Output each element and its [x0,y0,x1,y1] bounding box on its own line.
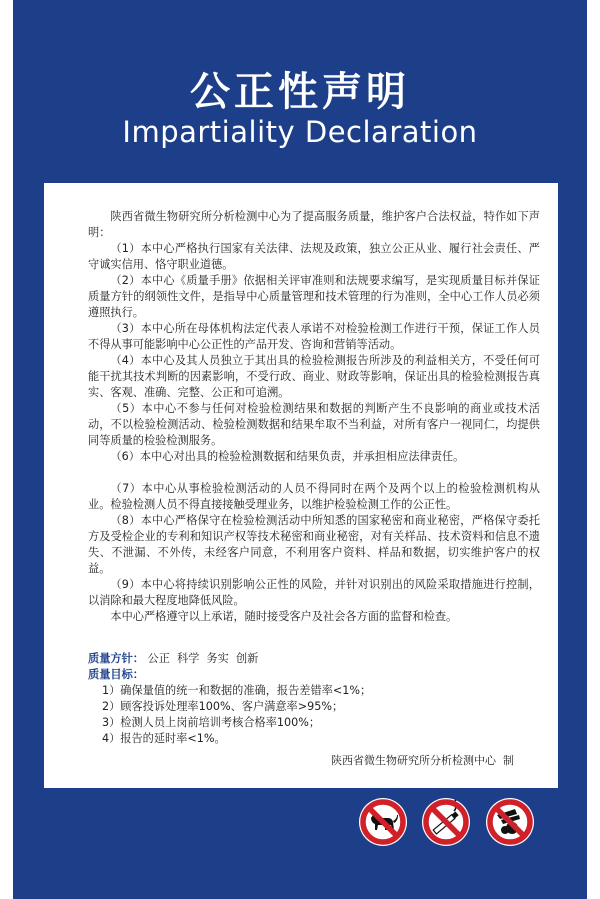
title-chinese: 公正性声明 [190,69,410,115]
quality-goal-item: 4）报告的延时率<1%。 [102,732,226,745]
quality-policy-label: 质量方针： [88,652,144,665]
quality-goal-item: 3）检测人员上岗前培训考核合格率100%； [102,716,321,729]
no-pets-icon [358,797,408,847]
clause-3: （3）本中心所在母体机构法定代表人承诺不对检验检测工作进行干预，保证工作人员不得从事可能影响中心公正性的产品开发、咨询和营销等活动。 [88,322,540,351]
quality-goal-item: 1）确保量值的统一和数据的准确，报告差错率<1%； [102,684,372,697]
quality-policy-value: 公正 科学 务实 创新 [147,652,259,665]
issuer-signature: 陕西省微生物研究所分析检测中心 制 [331,754,514,767]
no-food-icon [485,797,535,847]
declaration-text [88,209,540,625]
clause-5: （5）本中心不参与任何对检验检测结果和数据的判断产生不良影响的商业或技术活动，不以检验检测活动、检验检测数据和结果牟取不当利益，对所有客户一视同仁，均提供同等质量的检验检测服务。 [88,402,540,447]
quality-goals-label: 质量目标： [88,668,144,681]
blue-frame [13,0,587,899]
clause-1: （1）本中心严格执行国家有关法律、法规及政策，独立公正从业、履行社会责任、严守诚实信用、恪守职业道德。 [88,242,540,271]
intro-paragraph: 陕西省微生物研究所分析检测中心为了提高服务质量，维护客户合法权益，特作如下声明： [88,210,540,239]
quality-policy-row [88,651,540,667]
quality-section [88,651,540,747]
clause-2: （2）本中心《质量手册》依据相关评审准则和法规要求编写，是实现质量目标并保证质量方针的纲领性文件，是指导中心质量管理和技术管理的行为准则，全中心工作人员必须遵照执行。 [88,274,540,319]
clause-8: （8）本中心严格保守在检验检测活动中所知悉的国家秘密和商业秘密，严格保守委托方及受检企业的专利和知识产权等技术秘密和商业秘密，对有关样品、技术资料和信息不遗失、不泄漏、不外传，未经客户同意，不利用客户资料、样品和数据，切实维护客户的权益。 [88,514,540,575]
clause-9: （9）本中心将持续识别影响公正性的风险，并针对识别出的风险采取措施进行控制，以消除和最大程度地降低风险。 [88,578,540,607]
prohibition-signs [13,797,587,857]
clause-4: （4）本中心及其人员独立于其出具的检验检测报告所涉及的利益相关方，不受任何可能干扰其技术判断的因素影响，不受行政、商业、财政等影响，保证出具的检验检测报告真实、客观、准确、完整、公正和可追溯。 [88,354,540,399]
declaration-panel [44,183,558,788]
clause-6: （6）本中心对出具的检验检测数据和结果负责，并承担相应法律责任。 [110,450,465,463]
quality-goal-item: 2）顾客投诉处理率100%、客户满意率>95%； [102,700,344,713]
clause-7: （7）本中心从事检验检测活动的人员不得同时在两个及两个以上的检验检测机构从业。检验检测人员不得直接接触受理业务，以维护检验检测工作的公正性。 [88,482,540,511]
closing-statement: 本中心严格遵守以上承诺，随时接受客户及社会各方面的监督和检查。 [110,610,458,623]
title-english: Impartiality Declaration [122,115,478,149]
no-smoking-icon [421,797,471,847]
